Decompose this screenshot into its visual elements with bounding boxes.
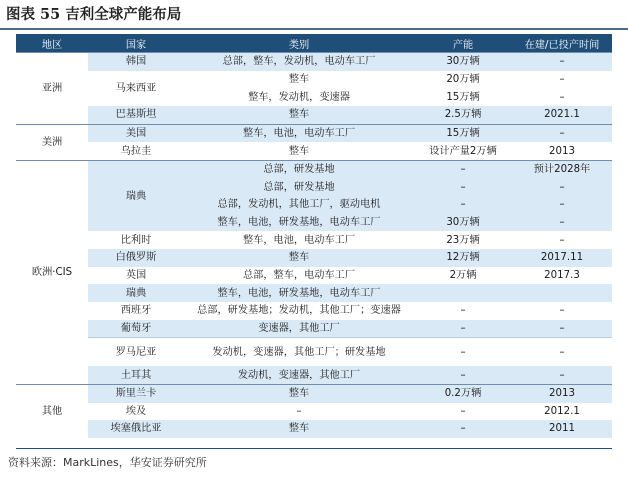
- time-cell: 2013: [549, 145, 575, 157]
- title-rule: [0, 28, 628, 30]
- capacity-cell: –: [414, 160, 512, 178]
- time-cell: –: [512, 320, 612, 338]
- time-cell: –: [512, 338, 612, 367]
- header-row: [16, 34, 612, 53]
- capacity-cell: –: [414, 178, 512, 196]
- table-row: [16, 338, 612, 367]
- table-row: [16, 320, 612, 338]
- table-row: [16, 71, 612, 89]
- country-cell: 乌拉圭: [120, 145, 152, 157]
- table-row: [16, 124, 612, 142]
- country-cell: 埃塞俄比亚: [88, 420, 184, 438]
- time-cell: 2017.3: [544, 270, 580, 281]
- table-row: [16, 403, 612, 421]
- capacity-cell: –: [414, 338, 512, 367]
- capacity-cell: 20万辆: [446, 73, 480, 85]
- time-cell: 2021.1: [512, 106, 612, 124]
- capacity-cell: 30万辆: [414, 214, 512, 232]
- time-cell: 2011: [512, 420, 612, 438]
- category-cell: 整车: [184, 420, 414, 438]
- capacity-cell: –: [414, 196, 512, 214]
- table-row: [16, 53, 612, 71]
- time-cell: –: [512, 214, 612, 232]
- time-cell: –: [559, 305, 565, 317]
- country-cell: 西班牙: [120, 305, 152, 317]
- country-cell: 白俄罗斯: [88, 249, 184, 267]
- country-cell: 瑞典: [88, 284, 184, 302]
- category-cell: –: [296, 405, 302, 417]
- region-cell: 其他: [16, 384, 88, 437]
- category-cell: 总部，研发基地；发动机，其他工厂；变速器: [197, 305, 401, 317]
- category-cell: 整车，电池，电动车工厂: [184, 124, 414, 142]
- capacity-cell: 2.5万辆: [414, 106, 512, 124]
- country-cell: 土耳其: [88, 366, 184, 384]
- category-cell: 总部，整车，电动车工厂: [242, 270, 356, 281]
- capacity-cell: 30万辆: [414, 53, 512, 71]
- time-cell: 2013: [512, 384, 612, 402]
- time-cell: 2012.1: [544, 405, 580, 417]
- time-cell: –: [512, 366, 612, 384]
- capacity-cell: [414, 284, 512, 302]
- country-cell: 韩国: [88, 53, 184, 71]
- capacity-cell: 2万辆: [449, 270, 477, 281]
- header-capacity: 产能: [414, 34, 512, 53]
- category-cell: 总部，研发基地: [184, 160, 414, 178]
- capacity-cell: –: [460, 305, 466, 317]
- time-cell: –: [512, 53, 612, 71]
- category-cell: 整车: [184, 249, 414, 267]
- capacity-cell: –: [460, 405, 466, 417]
- table-row: [16, 160, 612, 178]
- region-cell: 美洲: [16, 124, 88, 160]
- country-cell: 葡萄牙: [88, 320, 184, 338]
- country-cell: 马来西亚: [115, 82, 157, 94]
- category-cell: 总部，整车，发动机，电动车工厂: [184, 53, 414, 71]
- header-time: 在建/已投产时间: [512, 34, 612, 53]
- category-cell: 整车，电池，研发基地，电动车工厂: [184, 284, 414, 302]
- table-row: [16, 106, 612, 124]
- category-cell: 整车: [184, 384, 414, 402]
- header-region: 地区: [16, 34, 88, 53]
- table-row: [16, 284, 612, 302]
- capacity-cell: 15万辆: [414, 124, 512, 142]
- time-cell: –: [559, 73, 565, 85]
- table-bottom-rule: [16, 448, 612, 449]
- time-cell: –: [512, 124, 612, 142]
- country-cell: 瑞典: [88, 160, 184, 231]
- capacity-table: [16, 34, 612, 438]
- category-cell: 整车，电池，研发基地，电动车工厂: [184, 214, 414, 232]
- country-cell: 埃及: [125, 405, 147, 417]
- header-country: 国家: [88, 34, 184, 53]
- region-cell: 亚洲: [16, 53, 88, 125]
- figure-title: 图表 55 吉利全球产能布局: [6, 6, 182, 23]
- category-cell: 总部，发动机，其他工厂，驱动电机: [184, 196, 414, 214]
- category-cell: 总部，研发基地: [184, 178, 414, 196]
- time-cell: [512, 284, 612, 302]
- table-row: [16, 384, 612, 402]
- country-cell: 美国: [88, 124, 184, 142]
- time-cell: 2017.11: [512, 249, 612, 267]
- table-row: [16, 267, 612, 285]
- time-cell: 预计2028年: [512, 160, 612, 178]
- table-row: [16, 142, 612, 160]
- time-cell: –: [559, 91, 565, 103]
- country-cell: 英国: [125, 270, 147, 281]
- category-cell: 整车: [288, 145, 310, 157]
- capacity-cell: 23万辆: [446, 234, 480, 246]
- table-row: [16, 249, 612, 267]
- category-cell: 发动机，变速器，其他工厂: [184, 366, 414, 384]
- capacity-cell: –: [414, 320, 512, 338]
- country-cell: 巴基斯坦: [88, 106, 184, 124]
- capacity-cell: 0.2万辆: [414, 384, 512, 402]
- table-row: [16, 302, 612, 320]
- table-row: [16, 420, 612, 438]
- country-cell: 斯里兰卡: [88, 384, 184, 402]
- category-cell: 整车: [288, 73, 310, 85]
- table-row: [16, 366, 612, 384]
- table-row: [16, 231, 612, 249]
- capacity-cell: 12万辆: [414, 249, 512, 267]
- country-cell: 罗马尼亚: [88, 338, 184, 367]
- country-cell: 比利时: [120, 234, 152, 246]
- region-cell: 欧洲·CIS: [16, 160, 88, 384]
- capacity-cell: 设计产量2万辆: [429, 145, 497, 157]
- category-cell: 变速器，其他工厂: [184, 320, 414, 338]
- category-cell: 整车: [184, 106, 414, 124]
- time-cell: –: [559, 234, 565, 246]
- source-note: 资料来源：MarkLines，华安证券研究所: [8, 456, 207, 469]
- time-cell: –: [512, 196, 612, 214]
- capacity-cell: –: [414, 420, 512, 438]
- category-cell: 整车，发动机，变速器: [248, 91, 350, 103]
- category-cell: 发动机，变速器，其他工厂；研发基地: [184, 338, 414, 367]
- capacity-cell: 15万辆: [446, 91, 480, 103]
- capacity-cell: –: [414, 366, 512, 384]
- header-category: 类别: [184, 34, 414, 53]
- category-cell: 整车，电池，电动车工厂: [242, 234, 356, 246]
- time-cell: –: [512, 178, 612, 196]
